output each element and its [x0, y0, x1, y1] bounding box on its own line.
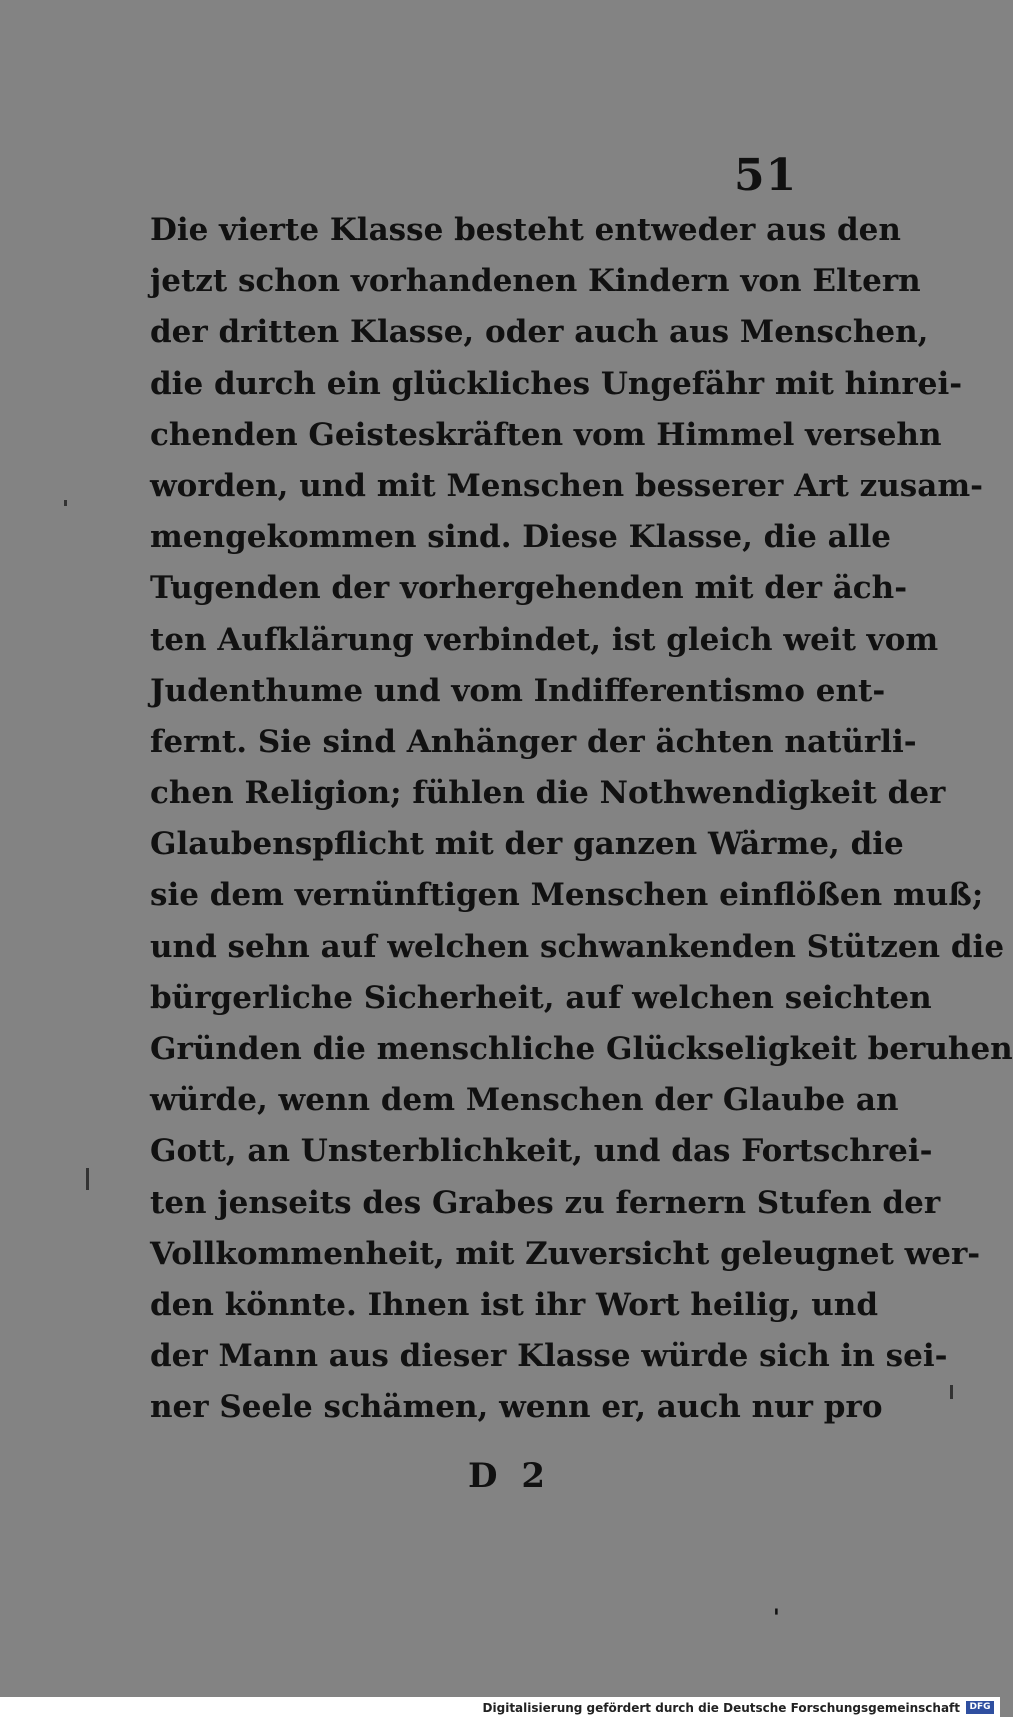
text-line: Tugenden der vorhergehenden mit der äch-	[150, 570, 908, 607]
text-line: worden, und mit Menschen besserer Art zusam-	[150, 467, 984, 504]
text-line: würde, wenn dem Menschen der Glaube an	[150, 1082, 899, 1119]
text-line: bürgerliche Sicherheit, auf welchen seichten	[150, 979, 932, 1016]
text-line: Gott, an Unsterblichkeit, und das Fortschrei-	[150, 1133, 933, 1170]
text-line: der dritten Klasse, oder auch aus Menschen,	[150, 314, 929, 351]
text-line: jetzt schon vorhandenen Kindern von Eltern	[150, 263, 921, 300]
text-line: den könnte. Ihnen ist ihr Wort heilig, und	[150, 1286, 879, 1323]
text-line: Judenthume und vom Indifferentismo ent-	[150, 672, 886, 709]
text-line: die durch ein glückliches Ungefähr mit hinrei-	[150, 365, 963, 402]
text-line: mengekommen sind. Diese Klasse, die alle	[150, 519, 892, 556]
text-line: der Mann aus dieser Klasse würde sich in sei-	[150, 1338, 948, 1375]
funding-credit: Digitalisierung gefördert durch die Deutsche Forschungsgemeinschaft	[482, 1701, 960, 1715]
printer-mark: '	[773, 1605, 780, 1631]
scan-speck	[64, 500, 67, 506]
page-number: 51	[734, 150, 798, 201]
text-line: und sehn auf welchen schwankenden Stützen die	[150, 928, 1005, 965]
text-line: chenden Geisteskräften vom Himmel versehn	[150, 416, 942, 453]
text-line: chen Religion; fühlen die Nothwendigkeit der	[150, 775, 946, 812]
dfg-logo: DFG	[966, 1701, 994, 1714]
text-line: Die vierte Klasse besteht entweder aus den	[150, 212, 901, 248]
scan-speck	[950, 1385, 953, 1399]
text-line: ner Seele schämen, wenn er, auch nur pro	[150, 1389, 883, 1426]
text-line: sie dem vernünftigen Menschen einflößen muß;	[150, 877, 984, 914]
text-line: ten Aufklärung verbindet, ist gleich weit vom	[150, 621, 939, 658]
body-text	[150, 205, 1013, 1434]
text-line: ten jenseits des Grabes zu fernern Stufen der	[150, 1184, 941, 1221]
footer-bar	[0, 1697, 1000, 1717]
text-line: Vollkommenheit, mit Zuversicht geleugnet wer-	[150, 1235, 981, 1272]
text-line: Gründen die menschliche Glückseligkeit beruhen	[150, 1031, 1013, 1067]
scan-speck	[86, 1168, 89, 1190]
text-line: Glaubenspflicht mit der ganzen Wärme, die	[150, 826, 904, 863]
text-line: fernt. Sie sind Anhänger der ächten natürli-	[150, 723, 917, 760]
sheet-signature: D 2	[468, 1456, 551, 1496]
